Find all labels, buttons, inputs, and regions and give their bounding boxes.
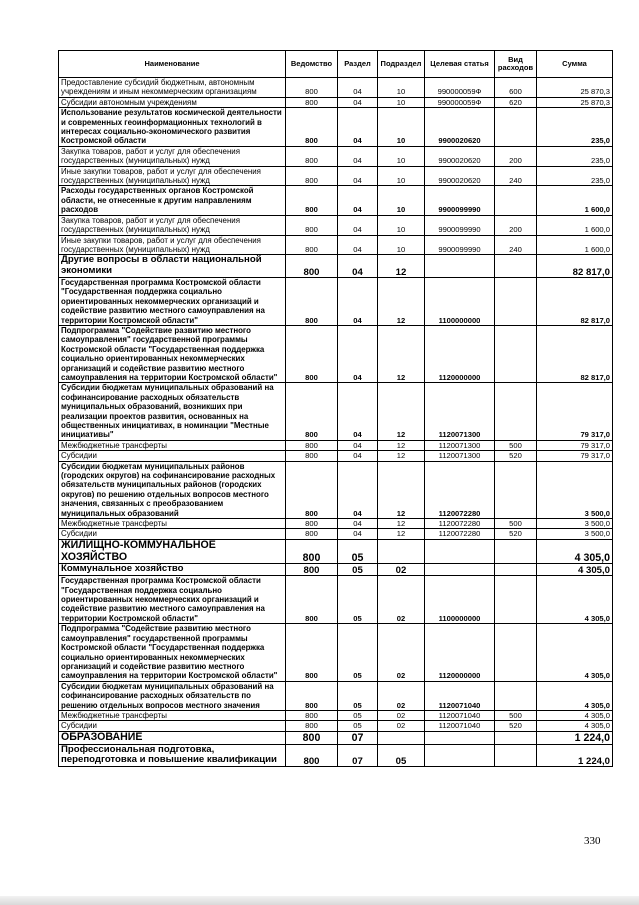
- cell-name: Субсидии бюджетам муниципальных образований на софинансирование расходных обязательств муниципальных образований, возникших при реализации проектов развития, основанных на общественных инициативах, в номинации "Местные инициативы": [59, 383, 286, 440]
- cell-razdel: 05: [338, 576, 378, 624]
- cell-razdel: 04: [338, 78, 378, 98]
- cell-celevaya-statya: 9900099990: [425, 215, 495, 235]
- cell-podrazdel: 12: [378, 440, 425, 450]
- cell-vedomstvo: 800: [286, 383, 338, 440]
- cell-podrazdel: 02: [378, 624, 425, 681]
- cell-name: Подпрограмма "Содействие развитию местного самоуправления" государственной программы Костромской области "Государственная поддержка социально ориентированных некоммерческих организаций и содействие развитию местного самоуправления на территории Костромской области": [59, 325, 286, 382]
- cell-razdel: 04: [338, 186, 378, 215]
- cell-celevaya-statya: 1120071040: [425, 681, 495, 710]
- table-row: [59, 731, 613, 744]
- cell-podrazdel: 02: [378, 710, 425, 720]
- budget-sheet: [58, 50, 612, 767]
- cell-vid-rashodov: 240: [495, 166, 537, 186]
- cell-vid-rashodov: [495, 277, 537, 325]
- cell-vedomstvo: 800: [286, 529, 338, 539]
- cell-vid-rashodov: 520: [495, 451, 537, 461]
- cell-podrazdel: 12: [378, 451, 425, 461]
- cell-celevaya-statya: 1120072280: [425, 519, 495, 529]
- cell-razdel: 04: [338, 235, 378, 255]
- cell-vedomstvo: 800: [286, 146, 338, 166]
- cell-vedomstvo: 800: [286, 325, 338, 382]
- table-row: [59, 146, 613, 166]
- cell-razdel: 05: [338, 539, 378, 564]
- cell-vedomstvo: 800: [286, 215, 338, 235]
- cell-vedomstvo: 800: [286, 519, 338, 529]
- header-name: Наименование: [59, 51, 286, 78]
- header-razdel: Раздел: [338, 51, 378, 78]
- table-row: [59, 440, 613, 450]
- cell-vedomstvo: 800: [286, 186, 338, 215]
- cell-vedomstvo: 800: [286, 108, 338, 147]
- header-vedomstvo: Ведомство: [286, 51, 338, 78]
- header-vid-rashodov: Вид расходов: [495, 51, 537, 78]
- cell-name: Субсидии автономным учреждениям: [59, 97, 286, 107]
- cell-vid-rashodov: 240: [495, 235, 537, 255]
- cell-name: Субсидии бюджетам муниципальных районов (городских округов) на софинансирование расходных обязательств муниципальных районов (городских округов) по решению отдельных вопросов местного значения, связанных с преобразованием муниципальных образований: [59, 461, 286, 518]
- cell-vid-rashodov: [495, 325, 537, 382]
- cell-razdel: 04: [338, 255, 378, 278]
- cell-vedomstvo: 800: [286, 564, 338, 576]
- cell-celevaya-statya: 1120072280: [425, 461, 495, 518]
- cell-name: ЖИЛИЩНО-КОММУНАЛЬНОЕ ХОЗЯЙСТВО: [59, 539, 286, 564]
- cell-vid-rashodov: [495, 383, 537, 440]
- cell-name: Закупка товаров, работ и услуг для обеспечения государственных (муниципальных) нужд: [59, 146, 286, 166]
- cell-summa: 4 305,0: [537, 624, 613, 681]
- cell-razdel: 04: [338, 166, 378, 186]
- cell-vedomstvo: 800: [286, 440, 338, 450]
- cell-razdel: 04: [338, 215, 378, 235]
- cell-name: Профессиональная подготовка, переподготовка и повышение квалификации: [59, 744, 286, 767]
- cell-podrazdel: 02: [378, 681, 425, 710]
- header-podrazdel: Подраздел: [378, 51, 425, 78]
- cell-summa: 25 870,3: [537, 78, 613, 98]
- cell-name: Субсидии: [59, 451, 286, 461]
- cell-summa: 3 500,0: [537, 529, 613, 539]
- cell-podrazdel: 12: [378, 529, 425, 539]
- cell-vid-rashodov: 520: [495, 721, 537, 731]
- cell-podrazdel: [378, 731, 425, 744]
- table-row: [59, 519, 613, 529]
- cell-razdel: 04: [338, 519, 378, 529]
- cell-name: Иные закупки товаров, работ и услуг для обеспечения государственных (муниципальных) нужд: [59, 235, 286, 255]
- cell-summa: 82 817,0: [537, 325, 613, 382]
- cell-vedomstvo: 800: [286, 461, 338, 518]
- cell-vid-rashodov: [495, 744, 537, 767]
- cell-celevaya-statya: [425, 539, 495, 564]
- cell-vedomstvo: 800: [286, 277, 338, 325]
- cell-razdel: 07: [338, 744, 378, 767]
- table-row: [59, 108, 613, 147]
- table-header-row: [59, 51, 613, 78]
- cell-vedomstvo: 800: [286, 681, 338, 710]
- cell-summa: 4 305,0: [537, 681, 613, 710]
- cell-vedomstvo: 800: [286, 97, 338, 107]
- cell-vid-rashodov: 200: [495, 215, 537, 235]
- cell-vid-rashodov: [495, 564, 537, 576]
- cell-razdel: 04: [338, 440, 378, 450]
- cell-summa: 4 305,0: [537, 710, 613, 720]
- cell-razdel: 07: [338, 731, 378, 744]
- cell-vid-rashodov: [495, 624, 537, 681]
- cell-celevaya-statya: 1120071300: [425, 451, 495, 461]
- cell-name: Государственная программа Костромской области "Государственная поддержка социально ориентированных некоммерческих организаций и содействие развитию местного самоуправления на территории Костромской области": [59, 576, 286, 624]
- cell-name: Использование результатов космической деятельности и современных геоинформационных технологий в интересах социально-экономического развития Костромской области: [59, 108, 286, 147]
- cell-vedomstvo: 800: [286, 624, 338, 681]
- cell-razdel: 04: [338, 529, 378, 539]
- cell-summa: 4 305,0: [537, 576, 613, 624]
- cell-summa: 3 500,0: [537, 461, 613, 518]
- cell-summa: 3 500,0: [537, 519, 613, 529]
- table-row: [59, 255, 613, 278]
- table-row: [59, 235, 613, 255]
- cell-celevaya-statya: [425, 255, 495, 278]
- cell-name: Субсидии: [59, 529, 286, 539]
- cell-name: Межбюджетные трансферты: [59, 440, 286, 450]
- cell-razdel: 04: [338, 108, 378, 147]
- cell-podrazdel: 10: [378, 235, 425, 255]
- cell-name: ОБРАЗОВАНИЕ: [59, 731, 286, 744]
- cell-razdel: 04: [338, 97, 378, 107]
- table-row: [59, 624, 613, 681]
- table-row: [59, 383, 613, 440]
- page-number: 330: [584, 835, 601, 847]
- cell-podrazdel: 05: [378, 744, 425, 767]
- cell-celevaya-statya: 1120071040: [425, 710, 495, 720]
- cell-vid-rashodov: 520: [495, 529, 537, 539]
- cell-celevaya-statya: 1120071300: [425, 383, 495, 440]
- cell-razdel: 05: [338, 710, 378, 720]
- cell-celevaya-statya: 1120072280: [425, 529, 495, 539]
- cell-podrazdel: 12: [378, 519, 425, 529]
- cell-name: Предоставление субсидий бюджетным, автономным учреждениям и иным некоммерческим организациям: [59, 78, 286, 98]
- cell-podrazdel: 10: [378, 108, 425, 147]
- cell-name: Межбюджетные трансферты: [59, 519, 286, 529]
- cell-celevaya-statya: 990000059Ф: [425, 97, 495, 107]
- cell-podrazdel: 12: [378, 277, 425, 325]
- cell-vedomstvo: 800: [286, 539, 338, 564]
- cell-name: Субсидии бюджетам муниципальных образований на софинансирование расходных обязательств по решению отдельных вопросов местного значения: [59, 681, 286, 710]
- budget-table: [58, 50, 613, 767]
- cell-podrazdel: 02: [378, 564, 425, 576]
- cell-summa: 4 305,0: [537, 564, 613, 576]
- cell-podrazdel: 10: [378, 146, 425, 166]
- cell-podrazdel: 10: [378, 78, 425, 98]
- cell-vid-rashodov: 500: [495, 519, 537, 529]
- cell-vedomstvo: 800: [286, 235, 338, 255]
- cell-razdel: 04: [338, 451, 378, 461]
- cell-celevaya-statya: 9900020620: [425, 166, 495, 186]
- cell-vid-rashodov: [495, 539, 537, 564]
- cell-name: Закупка товаров, работ и услуг для обеспечения государственных (муниципальных) нужд: [59, 215, 286, 235]
- cell-vedomstvo: 800: [286, 731, 338, 744]
- cell-name: Другие вопросы в области национальной экономики: [59, 255, 286, 278]
- cell-vid-rashodov: [495, 681, 537, 710]
- cell-vid-rashodov: [495, 255, 537, 278]
- cell-celevaya-statya: [425, 731, 495, 744]
- cell-celevaya-statya: 9900020620: [425, 108, 495, 147]
- cell-razdel: 05: [338, 681, 378, 710]
- table-row: [59, 721, 613, 731]
- cell-vedomstvo: 800: [286, 166, 338, 186]
- cell-razdel: 04: [338, 146, 378, 166]
- table-row: [59, 539, 613, 564]
- cell-name: Государственная программа Костромской области "Государственная поддержка социально ориентированных некоммерческих организаций и содействие развитию местного самоуправления на территории Костромской области": [59, 277, 286, 325]
- cell-summa: 82 817,0: [537, 255, 613, 278]
- cell-razdel: 04: [338, 383, 378, 440]
- cell-name: Субсидии: [59, 721, 286, 731]
- cell-vid-rashodov: [495, 108, 537, 147]
- cell-podrazdel: 12: [378, 383, 425, 440]
- cell-podrazdel: 10: [378, 186, 425, 215]
- cell-name: Расходы государственных органов Костромской области, не отнесенные к другим направлениям расходов: [59, 186, 286, 215]
- cell-summa: 1 224,0: [537, 744, 613, 767]
- cell-vedomstvo: 800: [286, 255, 338, 278]
- cell-vedomstvo: 800: [286, 744, 338, 767]
- table-row: [59, 78, 613, 98]
- cell-summa: 1 600,0: [537, 235, 613, 255]
- cell-razdel: 05: [338, 624, 378, 681]
- cell-vedomstvo: 800: [286, 721, 338, 731]
- cell-vid-rashodov: 200: [495, 146, 537, 166]
- cell-summa: 79 317,0: [537, 451, 613, 461]
- cell-vedomstvo: 800: [286, 576, 338, 624]
- cell-vid-rashodov: [495, 461, 537, 518]
- table-row: [59, 166, 613, 186]
- cell-podrazdel: 02: [378, 721, 425, 731]
- cell-podrazdel: 12: [378, 325, 425, 382]
- cell-podrazdel: [378, 539, 425, 564]
- cell-razdel: 04: [338, 325, 378, 382]
- cell-celevaya-statya: 9900020620: [425, 146, 495, 166]
- cell-celevaya-statya: 9900099990: [425, 235, 495, 255]
- table-row: [59, 461, 613, 518]
- cell-celevaya-statya: [425, 744, 495, 767]
- table-row: [59, 744, 613, 767]
- table-row: [59, 576, 613, 624]
- cell-celevaya-statya: 1100000000: [425, 576, 495, 624]
- table-row: [59, 529, 613, 539]
- cell-celevaya-statya: 9900099990: [425, 186, 495, 215]
- table-row: [59, 277, 613, 325]
- cell-summa: 1 600,0: [537, 186, 613, 215]
- cell-summa: 235,0: [537, 108, 613, 147]
- cell-summa: 1 600,0: [537, 215, 613, 235]
- cell-summa: 4 305,0: [537, 721, 613, 731]
- cell-summa: 25 870,3: [537, 97, 613, 107]
- cell-celevaya-statya: 1120000000: [425, 624, 495, 681]
- table-row: [59, 710, 613, 720]
- scan-bottom-edge: [0, 896, 639, 905]
- cell-podrazdel: 10: [378, 215, 425, 235]
- cell-razdel: 04: [338, 461, 378, 518]
- cell-vid-rashodov: 500: [495, 710, 537, 720]
- table-row: [59, 564, 613, 576]
- header-summa: Сумма: [537, 51, 613, 78]
- cell-vid-rashodov: [495, 576, 537, 624]
- cell-vid-rashodov: [495, 731, 537, 744]
- table-row: [59, 325, 613, 382]
- cell-summa: 235,0: [537, 146, 613, 166]
- cell-podrazdel: 10: [378, 166, 425, 186]
- cell-razdel: 05: [338, 721, 378, 731]
- cell-celevaya-statya: 1120071300: [425, 440, 495, 450]
- cell-summa: 79 317,0: [537, 440, 613, 450]
- cell-podrazdel: 12: [378, 255, 425, 278]
- cell-celevaya-statya: 1100000000: [425, 277, 495, 325]
- cell-vid-rashodov: 500: [495, 440, 537, 450]
- table-row: [59, 451, 613, 461]
- cell-razdel: 04: [338, 277, 378, 325]
- cell-summa: 1 224,0: [537, 731, 613, 744]
- cell-vedomstvo: 800: [286, 78, 338, 98]
- cell-podrazdel: 02: [378, 576, 425, 624]
- cell-razdel: 05: [338, 564, 378, 576]
- cell-summa: 82 817,0: [537, 277, 613, 325]
- cell-name: Коммунальное хозяйство: [59, 564, 286, 576]
- cell-name: Подпрограмма "Содействие развитию местного самоуправления" государственной программы Костромской области "Государственная поддержка социально ориентированных некоммерческих организаций и содействие развитию местного самоуправления на территории Костромской области": [59, 624, 286, 681]
- table-row: [59, 215, 613, 235]
- cell-celevaya-statya: 1120000000: [425, 325, 495, 382]
- cell-vid-rashodov: 620: [495, 97, 537, 107]
- cell-name: Иные закупки товаров, работ и услуг для обеспечения государственных (муниципальных) нужд: [59, 166, 286, 186]
- cell-summa: 4 305,0: [537, 539, 613, 564]
- cell-vid-rashodov: 600: [495, 78, 537, 98]
- cell-summa: 235,0: [537, 166, 613, 186]
- cell-vedomstvo: 800: [286, 710, 338, 720]
- cell-vedomstvo: 800: [286, 451, 338, 461]
- table-row: [59, 681, 613, 710]
- cell-celevaya-statya: 1120071040: [425, 721, 495, 731]
- cell-podrazdel: 10: [378, 97, 425, 107]
- cell-celevaya-statya: 990000059Ф: [425, 78, 495, 98]
- cell-name: Межбюджетные трансферты: [59, 710, 286, 720]
- cell-summa: 79 317,0: [537, 383, 613, 440]
- header-celevaya-statya: Целевая статья: [425, 51, 495, 78]
- cell-celevaya-statya: [425, 564, 495, 576]
- table-row: [59, 97, 613, 107]
- table-row: [59, 186, 613, 215]
- cell-podrazdel: 12: [378, 461, 425, 518]
- table-body: [59, 78, 613, 767]
- cell-vid-rashodov: [495, 186, 537, 215]
